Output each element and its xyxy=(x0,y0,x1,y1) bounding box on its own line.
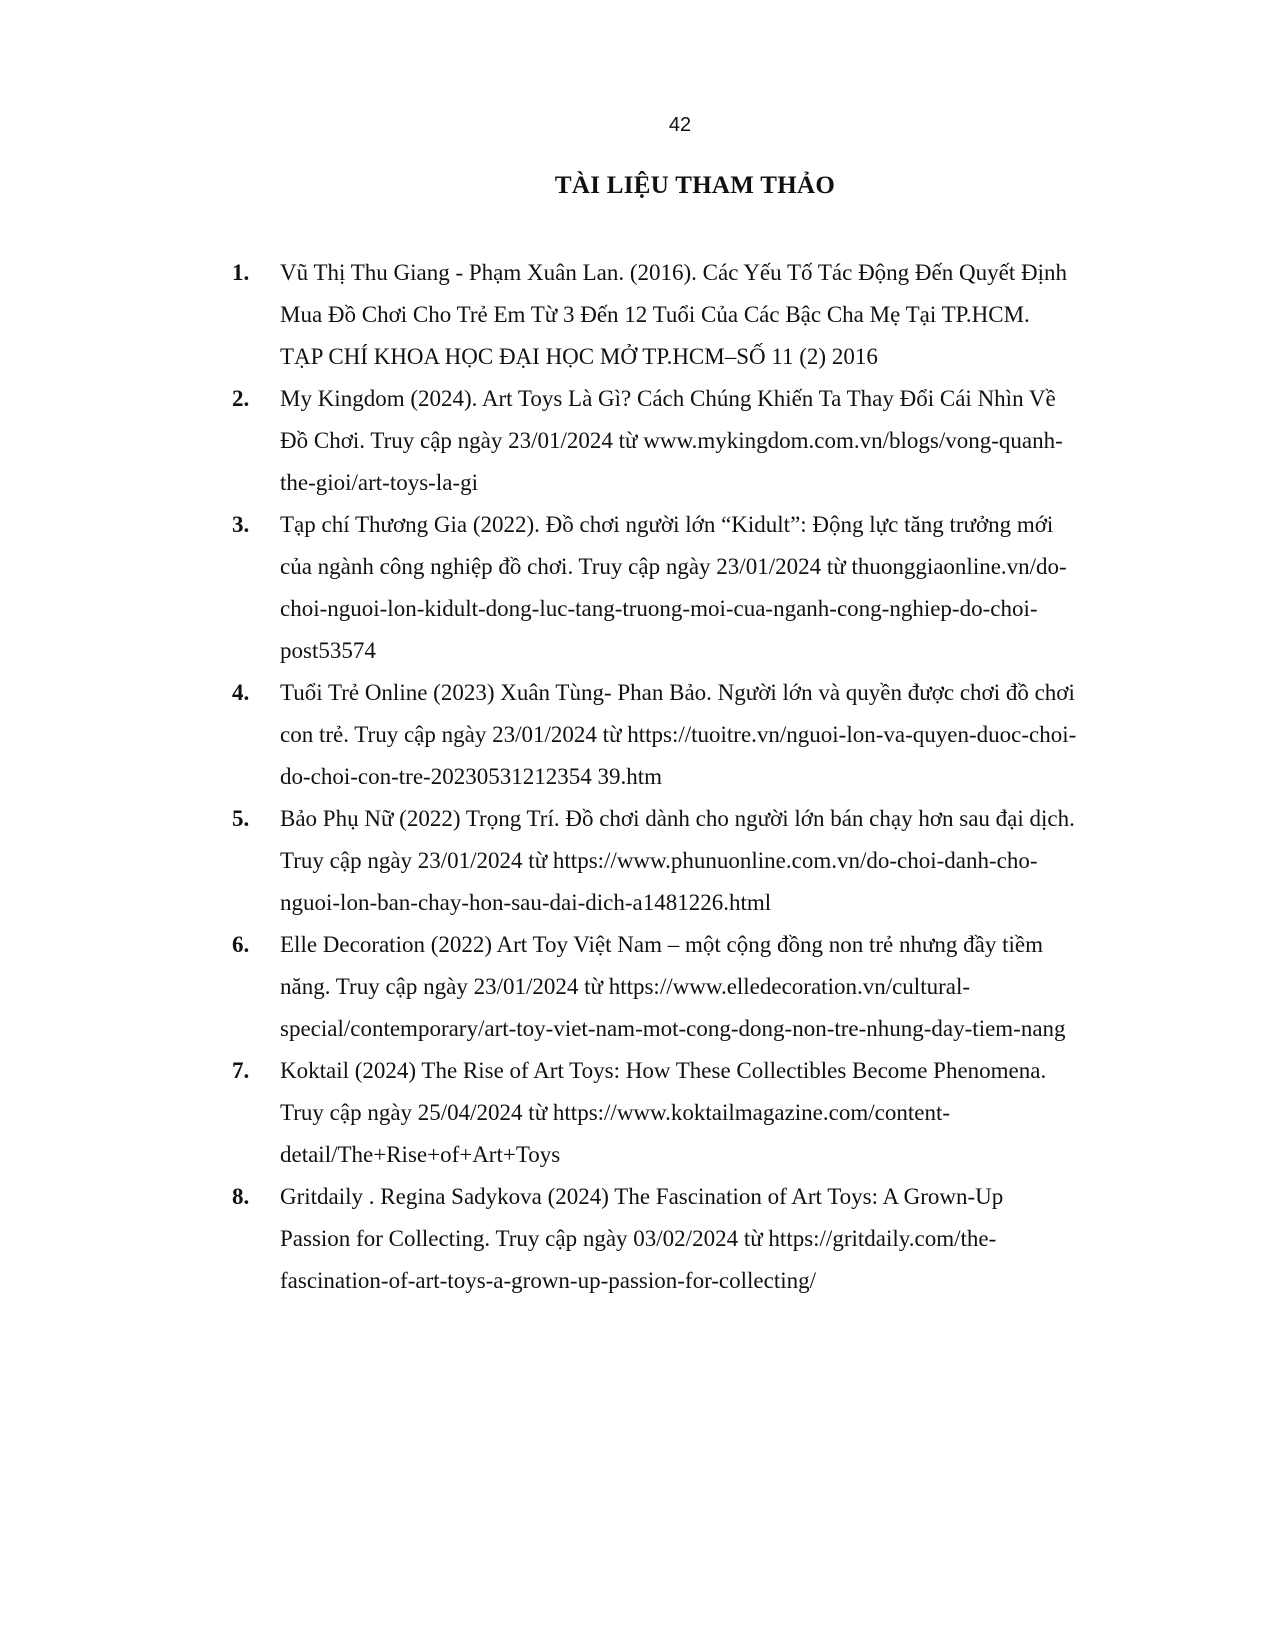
reference-text-line: post53574 xyxy=(280,638,376,663)
reference-text-line: năng. Truy cập ngày 23/01/2024 từ https://www.elledecoration.vn/cultural- xyxy=(280,974,970,999)
reference-text-line: do-choi-con-tre-20230531212354 39.htm xyxy=(280,764,662,789)
reference-text-line: của ngành công nghiệp đồ chơi. Truy cập ngày 23/01/2024 từ thuonggiaonline.vn/do- xyxy=(280,554,1067,579)
reference-text-line: TẠP CHÍ KHOA HỌC ĐẠI HỌC MỞ TP.HCM–SỐ 11 (2) 2016 xyxy=(280,344,878,369)
reference-number: 5. xyxy=(232,806,250,831)
reference-text-line: Mua Đồ Chơi Cho Trẻ Em Từ 3 Đến 12 Tuổi Của Các Bậc Cha Mẹ Tại TP.HCM. xyxy=(280,302,1030,327)
reference-item-2 xyxy=(232,378,1137,504)
reference-item-4 xyxy=(232,672,1137,798)
reference-text-line: choi-nguoi-lon-kidult-dong-luc-tang-truong-moi-cua-nganh-cong-nghiep-do-choi- xyxy=(280,596,1038,621)
reference-text-line: Đồ Chơi. Truy cập ngày 23/01/2024 từ www.mykingdom.com.vn/blogs/vong-quanh- xyxy=(280,428,1063,453)
reference-text-line: detail/The+Rise+of+Art+Toys xyxy=(280,1142,561,1167)
reference-text-line: Truy cập ngày 23/01/2024 từ https://www.phunuonline.com.vn/do-choi-danh-cho- xyxy=(280,848,1038,873)
reference-number: 6. xyxy=(232,932,250,957)
reference-text-line: the-gioi/art-toys-la-gi xyxy=(280,470,478,495)
reference-text-line: Tuổi Trẻ Online (2023) Xuân Tùng- Phan Bảo. Người lớn và quyền được chơi đồ chơi xyxy=(280,680,1075,705)
reference-item-1 xyxy=(232,252,1137,378)
reference-number: 7. xyxy=(232,1058,250,1083)
reference-number: 8. xyxy=(232,1184,250,1209)
reference-number: 1. xyxy=(232,260,250,285)
reference-text-line: fascination-of-art-toys-a-grown-up-passion-for-collecting/ xyxy=(280,1268,817,1293)
reference-text-line: Koktail (2024) The Rise of Art Toys: How These Collectibles Become Phenomena. xyxy=(280,1058,1047,1083)
reference-number: 3. xyxy=(232,512,250,537)
reference-item-8 xyxy=(232,1176,1137,1302)
reference-text-line: con trẻ. Truy cập ngày 23/01/2024 từ https://tuoitre.vn/nguoi-lon-va-quyen-duoc-choi- xyxy=(280,722,1077,747)
page-number: 42 xyxy=(668,114,692,136)
reference-text-line: Gritdaily . Regina Sadykova (2024) The Fascination of Art Toys: A Grown-Up xyxy=(280,1184,1004,1209)
reference-item-3 xyxy=(232,504,1137,672)
reference-list xyxy=(232,252,1137,1302)
reference-text-line: My Kingdom (2024). Art Toys Là Gì? Cách Chúng Khiến Ta Thay Đổi Cái Nhìn Về xyxy=(280,386,1056,411)
page-title: TÀI LIỆU THAM THẢO xyxy=(554,172,836,199)
reference-text-line: Passion for Collecting. Truy cập ngày 03/02/2024 từ https://gritdaily.com/the- xyxy=(280,1226,997,1251)
reference-text-line: nguoi-lon-ban-chay-hon-sau-dai-dich-a1481226.html xyxy=(280,890,772,915)
reference-text-line: Truy cập ngày 25/04/2024 từ https://www.koktailmagazine.com/content- xyxy=(280,1100,950,1125)
reference-item-5 xyxy=(232,798,1137,924)
reference-text-line: Bảo Phụ Nữ (2022) Trọng Trí. Đồ chơi dành cho người lớn bán chạy hơn sau đại dịch. xyxy=(280,806,1075,831)
reference-text-line: Vũ Thị Thu Giang - Phạm Xuân Lan. (2016). Các Yếu Tố Tác Động Đến Quyết Định xyxy=(280,260,1067,285)
reference-text-line: Elle Decoration (2022) Art Toy Việt Nam – một cộng đồng non trẻ nhưng đầy tiềm xyxy=(280,932,1044,957)
reference-number: 4. xyxy=(232,680,250,705)
reference-text-line: special/contemporary/art-toy-viet-nam-mot-cong-dong-non-tre-nhung-day-tiem-nang xyxy=(280,1016,1066,1041)
reference-text-line: Tạp chí Thương Gia (2022). Đồ chơi người lớn “Kidult”: Động lực tăng trưởng mới xyxy=(280,512,1054,537)
reference-item-6 xyxy=(232,924,1137,1050)
reference-item-7 xyxy=(232,1050,1137,1176)
reference-number: 2. xyxy=(232,386,250,411)
